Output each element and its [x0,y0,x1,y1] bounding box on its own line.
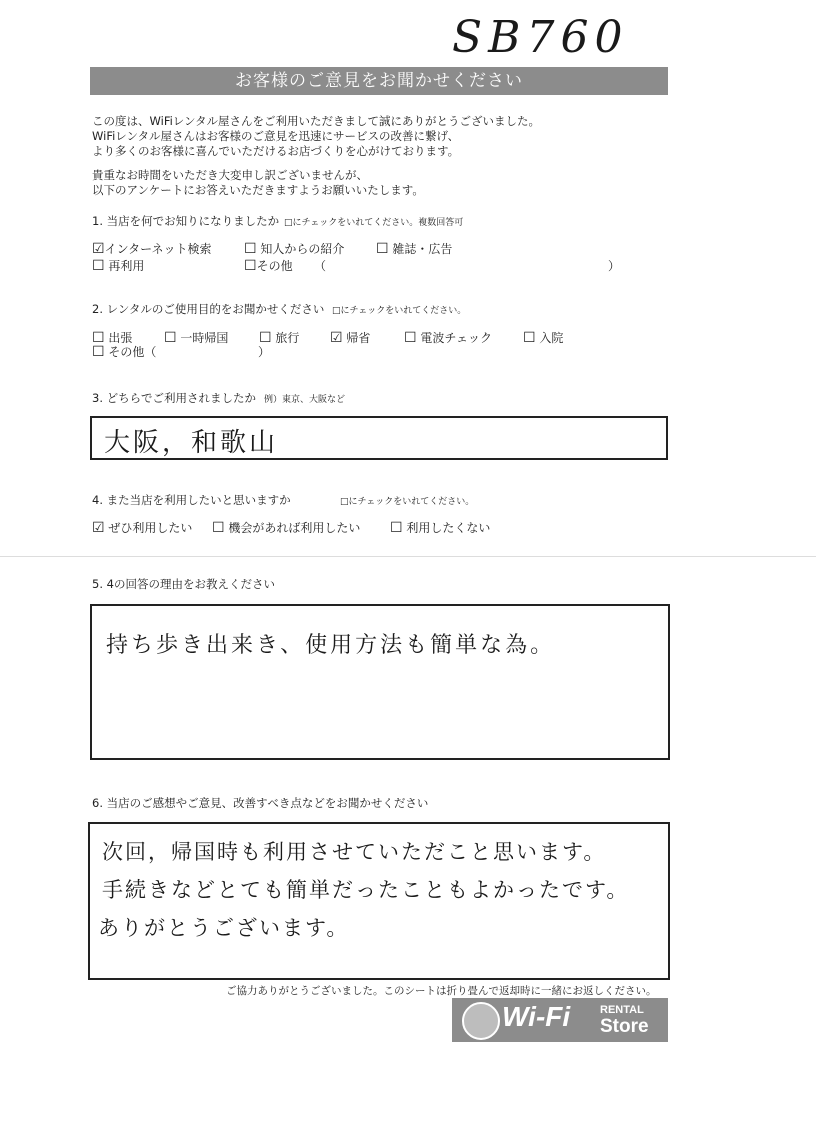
q4-option-definitely[interactable]: ☑ ぜひ利用したい [92,520,193,536]
checkbox-icon: ☐ [92,330,105,346]
q3-answer: 大阪，和歌山 [104,428,279,458]
checkbox-icon: ☐ [164,330,177,346]
intro-line-5: 以下のアンケートにお答えいただきますようお願いいたします。 [92,183,424,197]
fold-line [0,556,816,557]
q2-label: 2. レンタルのご使用目的をお聞かせください [92,302,325,316]
checkbox-icon: ☐ [92,344,105,360]
page-title: お客様のご意見をお聞かせください [90,67,668,95]
q1-option-reuse[interactable]: ☐ 再利用 [92,258,145,274]
checkbox-icon: ☐ [376,241,389,257]
logo-store-text: Store [600,1016,649,1037]
q4-note: □にチェックをいれてください。 [340,497,475,507]
wifi-rental-store-logo [452,998,668,1042]
intro-line-3: より多くのお客様に喜んでいただけるお店づくりを心がけております。 [92,144,460,158]
q3-answer-box[interactable] [90,416,668,460]
q1-option-other[interactable]: ☐その他 [244,258,293,274]
q6-answer-line-2: 手続きなどとても簡単だったこともよかったです。 [102,878,630,902]
q2-option-temp-return[interactable]: ☐ 一時帰国 [164,330,229,346]
checkbox-icon: ☐ [244,241,257,257]
checked-box-icon: ☑ [92,241,105,257]
footer-note: ご協力ありがとうございました。このシートは折り畳んで返却時に一緒にお返しください。 [226,985,657,997]
q3-label: 3. どちらでご利用されましたか [92,391,257,405]
q2-note: □にチェックをいれてください。 [332,306,467,316]
checkbox-icon: ☐ [212,520,225,536]
q6-answer-box[interactable] [88,822,670,980]
checkbox-icon: ☐ [259,330,272,346]
q5-label: 5. 4の回答の理由をお教えください [92,577,275,591]
crown-mascot-icon [462,1002,500,1040]
q1-option-referral[interactable]: ☐ 知人からの紹介 [244,241,345,257]
q4-option-if-chance[interactable]: ☐ 機会があれば利用したい [212,520,361,536]
q2-option-business[interactable]: ☐ 出張 [92,330,133,346]
q6-answer-line-3: ありがとうございます。 [98,916,350,940]
q5-answer: 持ち歩き出来き、使用方法も簡単な為。 [106,633,556,658]
q4-option-no[interactable]: ☐ 利用したくない [390,520,491,536]
q1-note: □にチェックをいれてください。複数回答可 [284,218,464,228]
q2-option-hospital[interactable]: ☐ 入院 [523,330,564,346]
checkbox-icon: ☐ [244,258,257,274]
q1-label: 1. 当店を何でお知りになりましたか [92,214,280,228]
q1-option-magazine[interactable]: ☐ 雑誌・広告 [376,241,453,257]
q2-other-paren-close: ） [258,345,271,359]
checkbox-icon: ☐ [390,520,403,536]
q2-option-other[interactable]: ☐ その他（ [92,344,157,360]
q1-other-paren-open: （ [314,259,327,273]
intro-line-1: この度は、WiFiレンタル屋さんをご利用いただきまして誠にありがとうございました。 [92,114,541,128]
handwritten-code: SB760 [452,12,629,63]
logo-rental-text: RENTAL [600,1004,644,1016]
q2-option-travel[interactable]: ☐ 旅行 [259,330,300,346]
q6-answer-line-1: 次回，帰国時も利用させていただこと思います。 [102,840,607,864]
q2-option-homecoming[interactable]: ☑ 帰省 [330,330,371,346]
intro-line-2: WiFiレンタル屋さんはお客様のご意見を迅速にサービスの改善に繋げ、 [92,129,460,143]
q5-answer-box[interactable] [90,604,670,760]
q6-label: 6. 当店のご感想やご意見、改善すべき点などをお聞かせください [92,796,429,810]
checkbox-icon: ☐ [523,330,536,346]
q1-other-paren-close: ） [608,259,621,273]
checkbox-icon: ☐ [404,330,417,346]
q3-example: 例）東京、大阪など [264,395,346,405]
q1-option-internet[interactable]: ☑インターネット検索 [92,241,212,257]
q4-label: 4. また当店を利用したいと思いますか [92,493,291,507]
checked-box-icon: ☑ [92,520,105,536]
logo-wifi-text: Wi-Fi [502,1001,571,1032]
checkbox-icon: ☐ [92,258,105,274]
q2-option-signal-check[interactable]: ☐ 電波チェック [404,330,493,346]
checked-box-icon: ☑ [330,330,343,346]
intro-line-4: 貴重なお時間をいただき大変申し訳ございませんが、 [92,168,368,182]
